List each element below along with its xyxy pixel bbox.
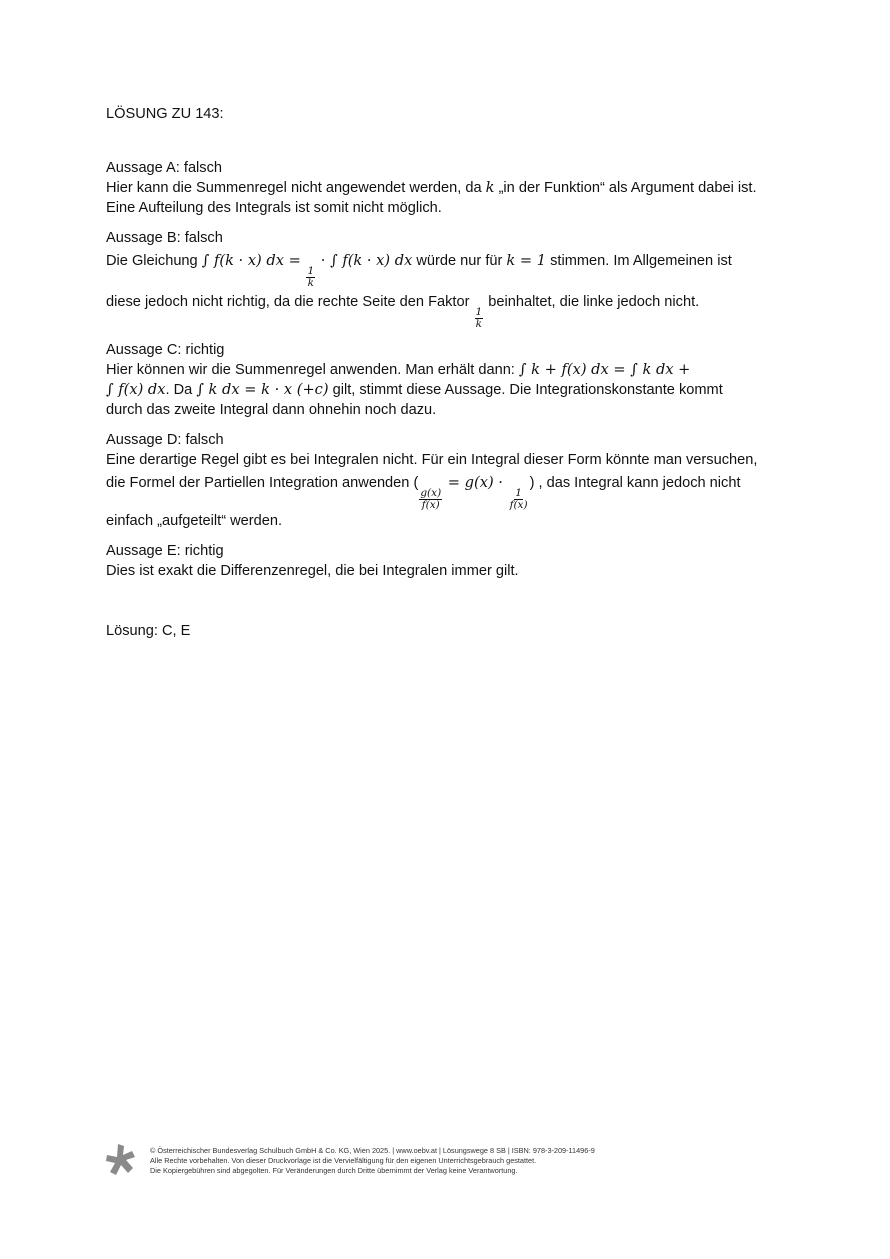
statement-a-line-1 <box>106 178 806 198</box>
math-integral-left: ∫ f(k · x) dx = <box>201 252 306 269</box>
text-run: würde nur für <box>412 253 507 269</box>
statement-b-line-2 <box>106 289 806 330</box>
text-run: Die Gleichung <box>106 253 202 269</box>
math-equation: = g(x) · <box>443 474 508 491</box>
text-run: diese jedoch nicht richtig, da die rechte Seite den Faktor <box>106 294 474 310</box>
text-run: beinhaltet, die linke jedoch nicht. <box>484 294 700 310</box>
math-k: k <box>485 179 495 196</box>
page-footer <box>106 1144 806 1180</box>
text-run: Hier kann die Summenregel nicht angewendet werden, da <box>106 180 486 196</box>
fraction-numerator: 1 <box>307 265 315 277</box>
fraction-numerator: g(x) <box>420 487 442 499</box>
solution-summary: Lösung: C, E <box>106 623 191 639</box>
text-run: die Formel der Partiellen Integration anwenden ( <box>106 475 419 491</box>
statement-a-heading: Aussage A: falsch <box>106 160 223 176</box>
math-fraction <box>419 488 442 511</box>
math-integral-k: ∫ k dx = k · x (+c) <box>196 381 329 398</box>
publisher-logo-icon <box>106 1144 136 1176</box>
statement-d-line-1: Eine derartige Regel gibt es bei Integralen nicht. Für ein Integral dieser Form könnte man versuchen, <box>106 452 758 468</box>
footer-disclaimer: Die Kopiergebühren sind abgegolten. Für Veränderungen durch Dritte übernimmt der Verlag keine Verantwortung. <box>150 1166 518 1175</box>
fraction-numerator: 1 <box>515 487 522 499</box>
math-k-equals-1: k = 1 <box>506 252 547 269</box>
text-run: ) , das Integral kann jedoch nicht <box>529 475 741 491</box>
statement-d <box>106 430 806 531</box>
math-fraction <box>306 266 315 289</box>
footer-copyright: © Österreichischer Bundesverlag Schulbuch GmbH & Co. KG, Wien 2025. | www.oebv.at | Lösungswege 8 SB | ISBN: 978-3-209-11496-9 <box>150 1146 595 1155</box>
statement-b <box>106 228 806 330</box>
text-run: gilt, stimmt diese Aussage. Die Integrationskonstante kommt <box>328 382 723 398</box>
fraction-denominator: k <box>307 277 315 289</box>
text-run: stimmen. Im Allgemeinen ist <box>546 253 732 269</box>
statement-b-line-1 <box>106 248 806 289</box>
statement-c <box>106 340 806 420</box>
statement-c-heading: Aussage C: richtig <box>106 342 225 358</box>
statement-a-line-2: Eine Aufteilung des Integrals ist somit nicht möglich. <box>106 200 442 216</box>
text-run: . Da <box>165 382 197 398</box>
statement-d-line-2 <box>106 470 806 511</box>
statement-e-heading: Aussage E: richtig <box>106 543 224 559</box>
statement-d-heading: Aussage D: falsch <box>106 432 224 448</box>
statement-b-heading: Aussage B: falsch <box>106 230 223 246</box>
fraction-denominator: k <box>475 318 483 330</box>
math-fraction <box>475 307 484 330</box>
math-integral-fx: ∫ f(x) dx <box>106 381 166 398</box>
statement-e <box>106 541 806 581</box>
statement-e-line-1: Dies ist exakt die Differenzenregel, die bei Integralen immer gilt. <box>106 563 519 579</box>
fraction-denominator: f(x) <box>509 499 528 511</box>
statement-c-line-1 <box>106 360 806 380</box>
document-body <box>106 104 806 641</box>
statement-c-line-2 <box>106 380 806 400</box>
math-sum-rule: ∫ k + f(x) dx = ∫ k dx + <box>518 361 691 378</box>
statement-a <box>106 158 806 218</box>
fraction-numerator: 1 <box>475 306 483 318</box>
math-integral-right: · ∫ f(k · x) dx <box>316 252 413 269</box>
footer-rights: Alle Rechte vorbehalten. Von dieser Druckvorlage ist die Vervielfältigung für den eigenen Unterrichtsgebrauch gestattet. <box>150 1156 537 1165</box>
statement-d-line-3: einfach „aufgeteilt“ werden. <box>106 513 283 529</box>
footer-text <box>150 1146 595 1176</box>
page-title: LÖSUNG ZU 143: <box>106 106 224 122</box>
statement-c-line-3: durch das zweite Integral dann ohnehin noch dazu. <box>106 402 437 418</box>
fraction-denominator: f(x) <box>421 499 440 511</box>
text-run: Hier können wir die Summenregel anwenden. Man erhält dann: <box>106 362 519 378</box>
text-run: „in der Funktion“ als Argument dabei ist. <box>494 180 757 196</box>
math-fraction <box>509 488 529 511</box>
